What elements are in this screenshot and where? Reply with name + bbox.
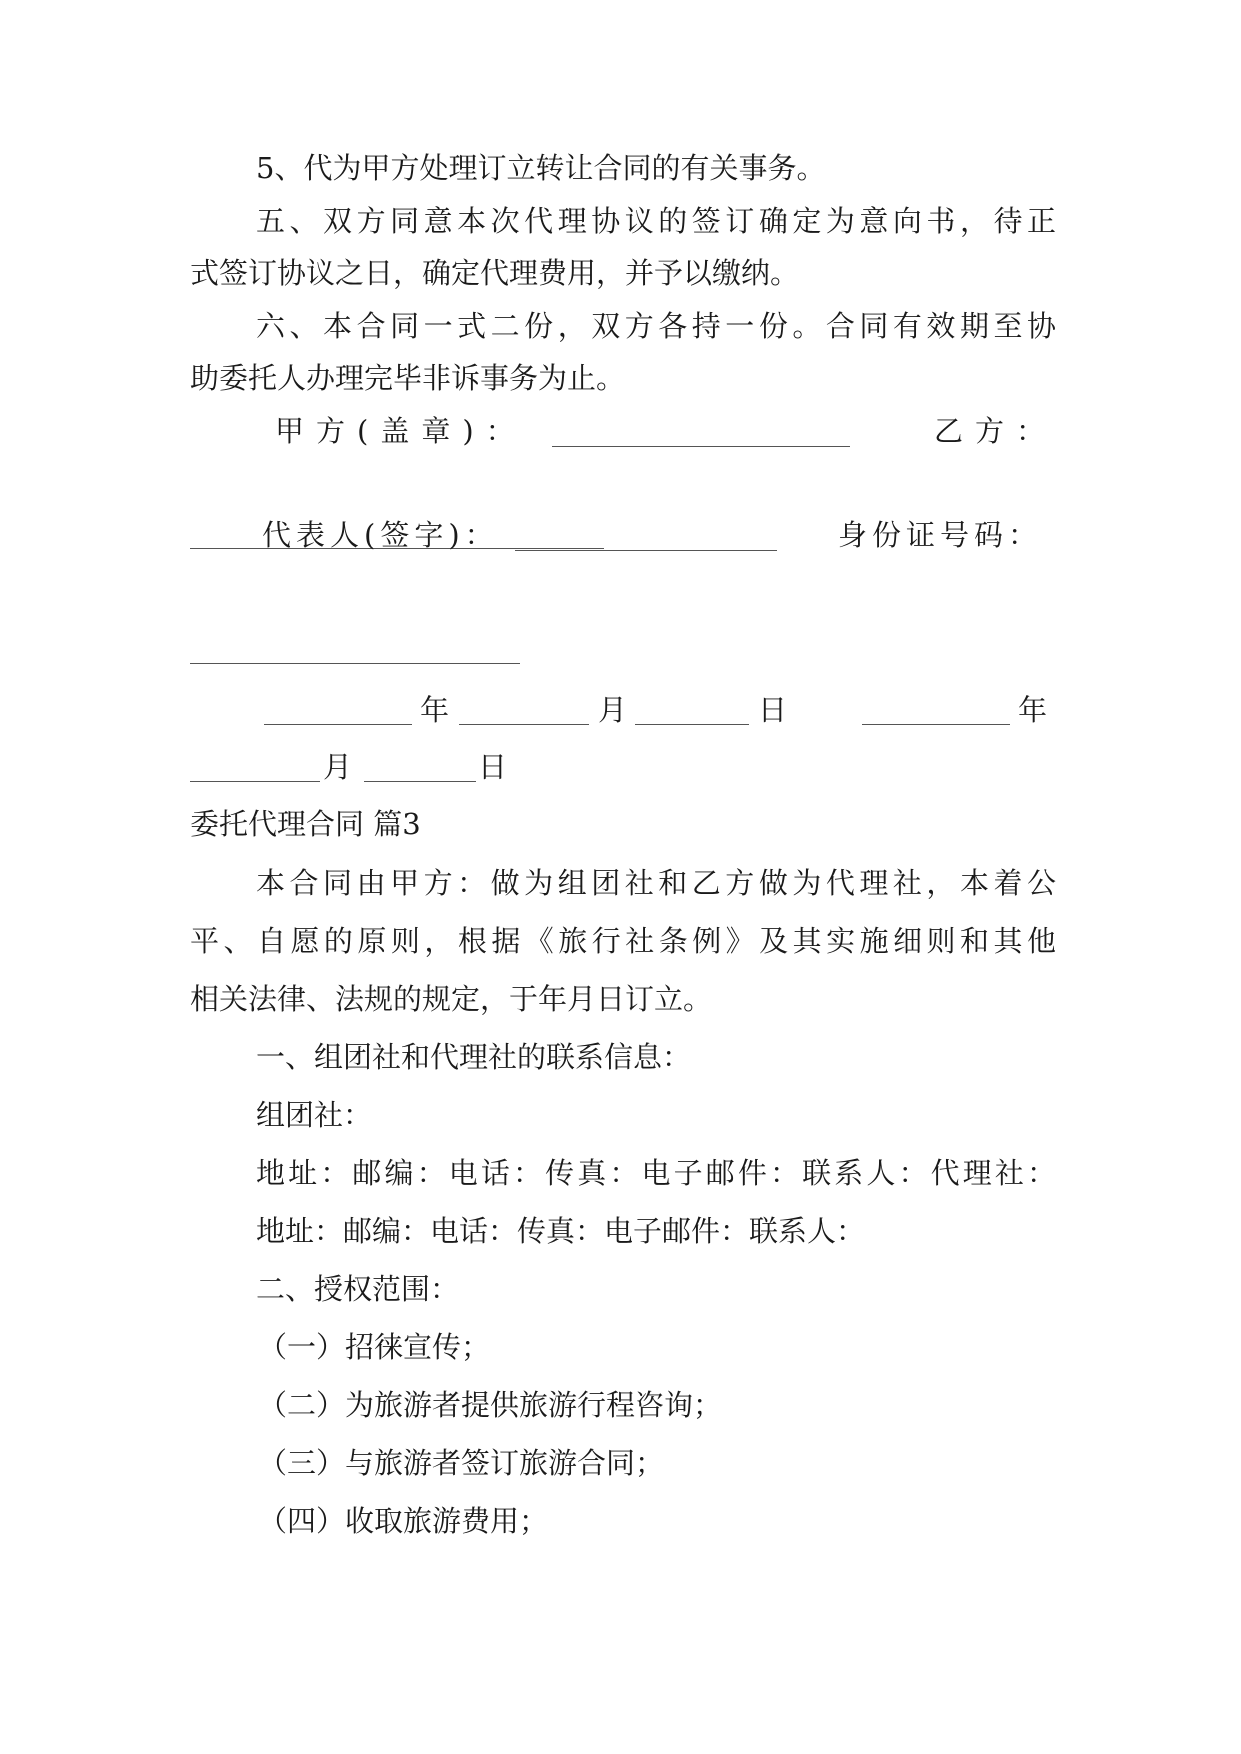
- item-scope-4: （四）收取旅游费用；: [258, 1504, 549, 1538]
- party-a-day-label: 日: [758, 693, 788, 727]
- clause-five-line-2: 式签订协议之日，确定代理费用，并予以缴纳。: [190, 256, 800, 290]
- body-line-3: 相关法律、法规的规定，于年月日订立。: [190, 982, 713, 1016]
- item-organizer-address: 地址：邮编：电话：传真：电子邮件：联系人：代理社：: [256, 1156, 1056, 1190]
- party-b-month-blank: [190, 781, 320, 782]
- id-number-blank: [190, 663, 520, 664]
- item-scope-1: （一）招徕宣传；: [258, 1330, 491, 1364]
- clause-five-line-1: 五、双方同意本次代理协议的签订确定为意向书，待正: [256, 204, 1056, 238]
- clause-six-line-2: 助委托人办理完毕非诉事务为止。: [190, 361, 626, 395]
- clause-six-line-1: 六、本合同一式二份，双方各持一份。合同有效期至协: [256, 309, 1056, 343]
- party-a-month-label: 月: [598, 693, 628, 727]
- item-scope-3: （三）与旅游者签订旅游合同；: [258, 1446, 665, 1480]
- body-line-1: 本合同由甲方：做为组团社和乙方做为代理社，本着公: [256, 866, 1056, 900]
- item-agent-address: 地址：邮编：电话：传真：电子邮件：联系人：: [256, 1214, 866, 1248]
- representative-blank: [515, 550, 777, 551]
- item-scope-2: （二）为旅游者提供旅游行程咨询；: [258, 1388, 723, 1422]
- id-number-label: 身份证号码：: [838, 518, 1043, 552]
- representative-label: 代表人(签字)：: [262, 518, 499, 552]
- party-a-seal-blank: [552, 446, 850, 447]
- party-a-month-blank: [459, 724, 589, 725]
- party-a-year-blank: [264, 724, 412, 725]
- party-a-seal-label: 甲方(盖章)：: [275, 414, 527, 448]
- party-b-month-label: 月: [323, 750, 353, 784]
- party-b-year-blank: [862, 724, 1010, 725]
- party-b-label: 乙方：: [934, 414, 1058, 448]
- item-organizer: 组团社：: [256, 1098, 373, 1132]
- clause-5-line: 5、代为甲方处理订立转让合同的有关事务。: [256, 151, 826, 185]
- party-b-year-label: 年: [1018, 693, 1048, 727]
- party-b-day-label: 日: [478, 750, 508, 784]
- body-line-2: 平、自愿的原则，根据《旅行社条例》及其实施细则和其他: [190, 924, 1056, 958]
- party-b-day-blank: [364, 781, 476, 782]
- party-a-year-label: 年: [420, 693, 450, 727]
- party-a-day-blank: [635, 724, 749, 725]
- item-scope-heading: 二、授权范围：: [256, 1272, 460, 1306]
- section-title: 委托代理合同 篇3: [190, 807, 421, 841]
- item-contact-info-heading: 一、组团社和代理社的联系信息：: [256, 1040, 692, 1074]
